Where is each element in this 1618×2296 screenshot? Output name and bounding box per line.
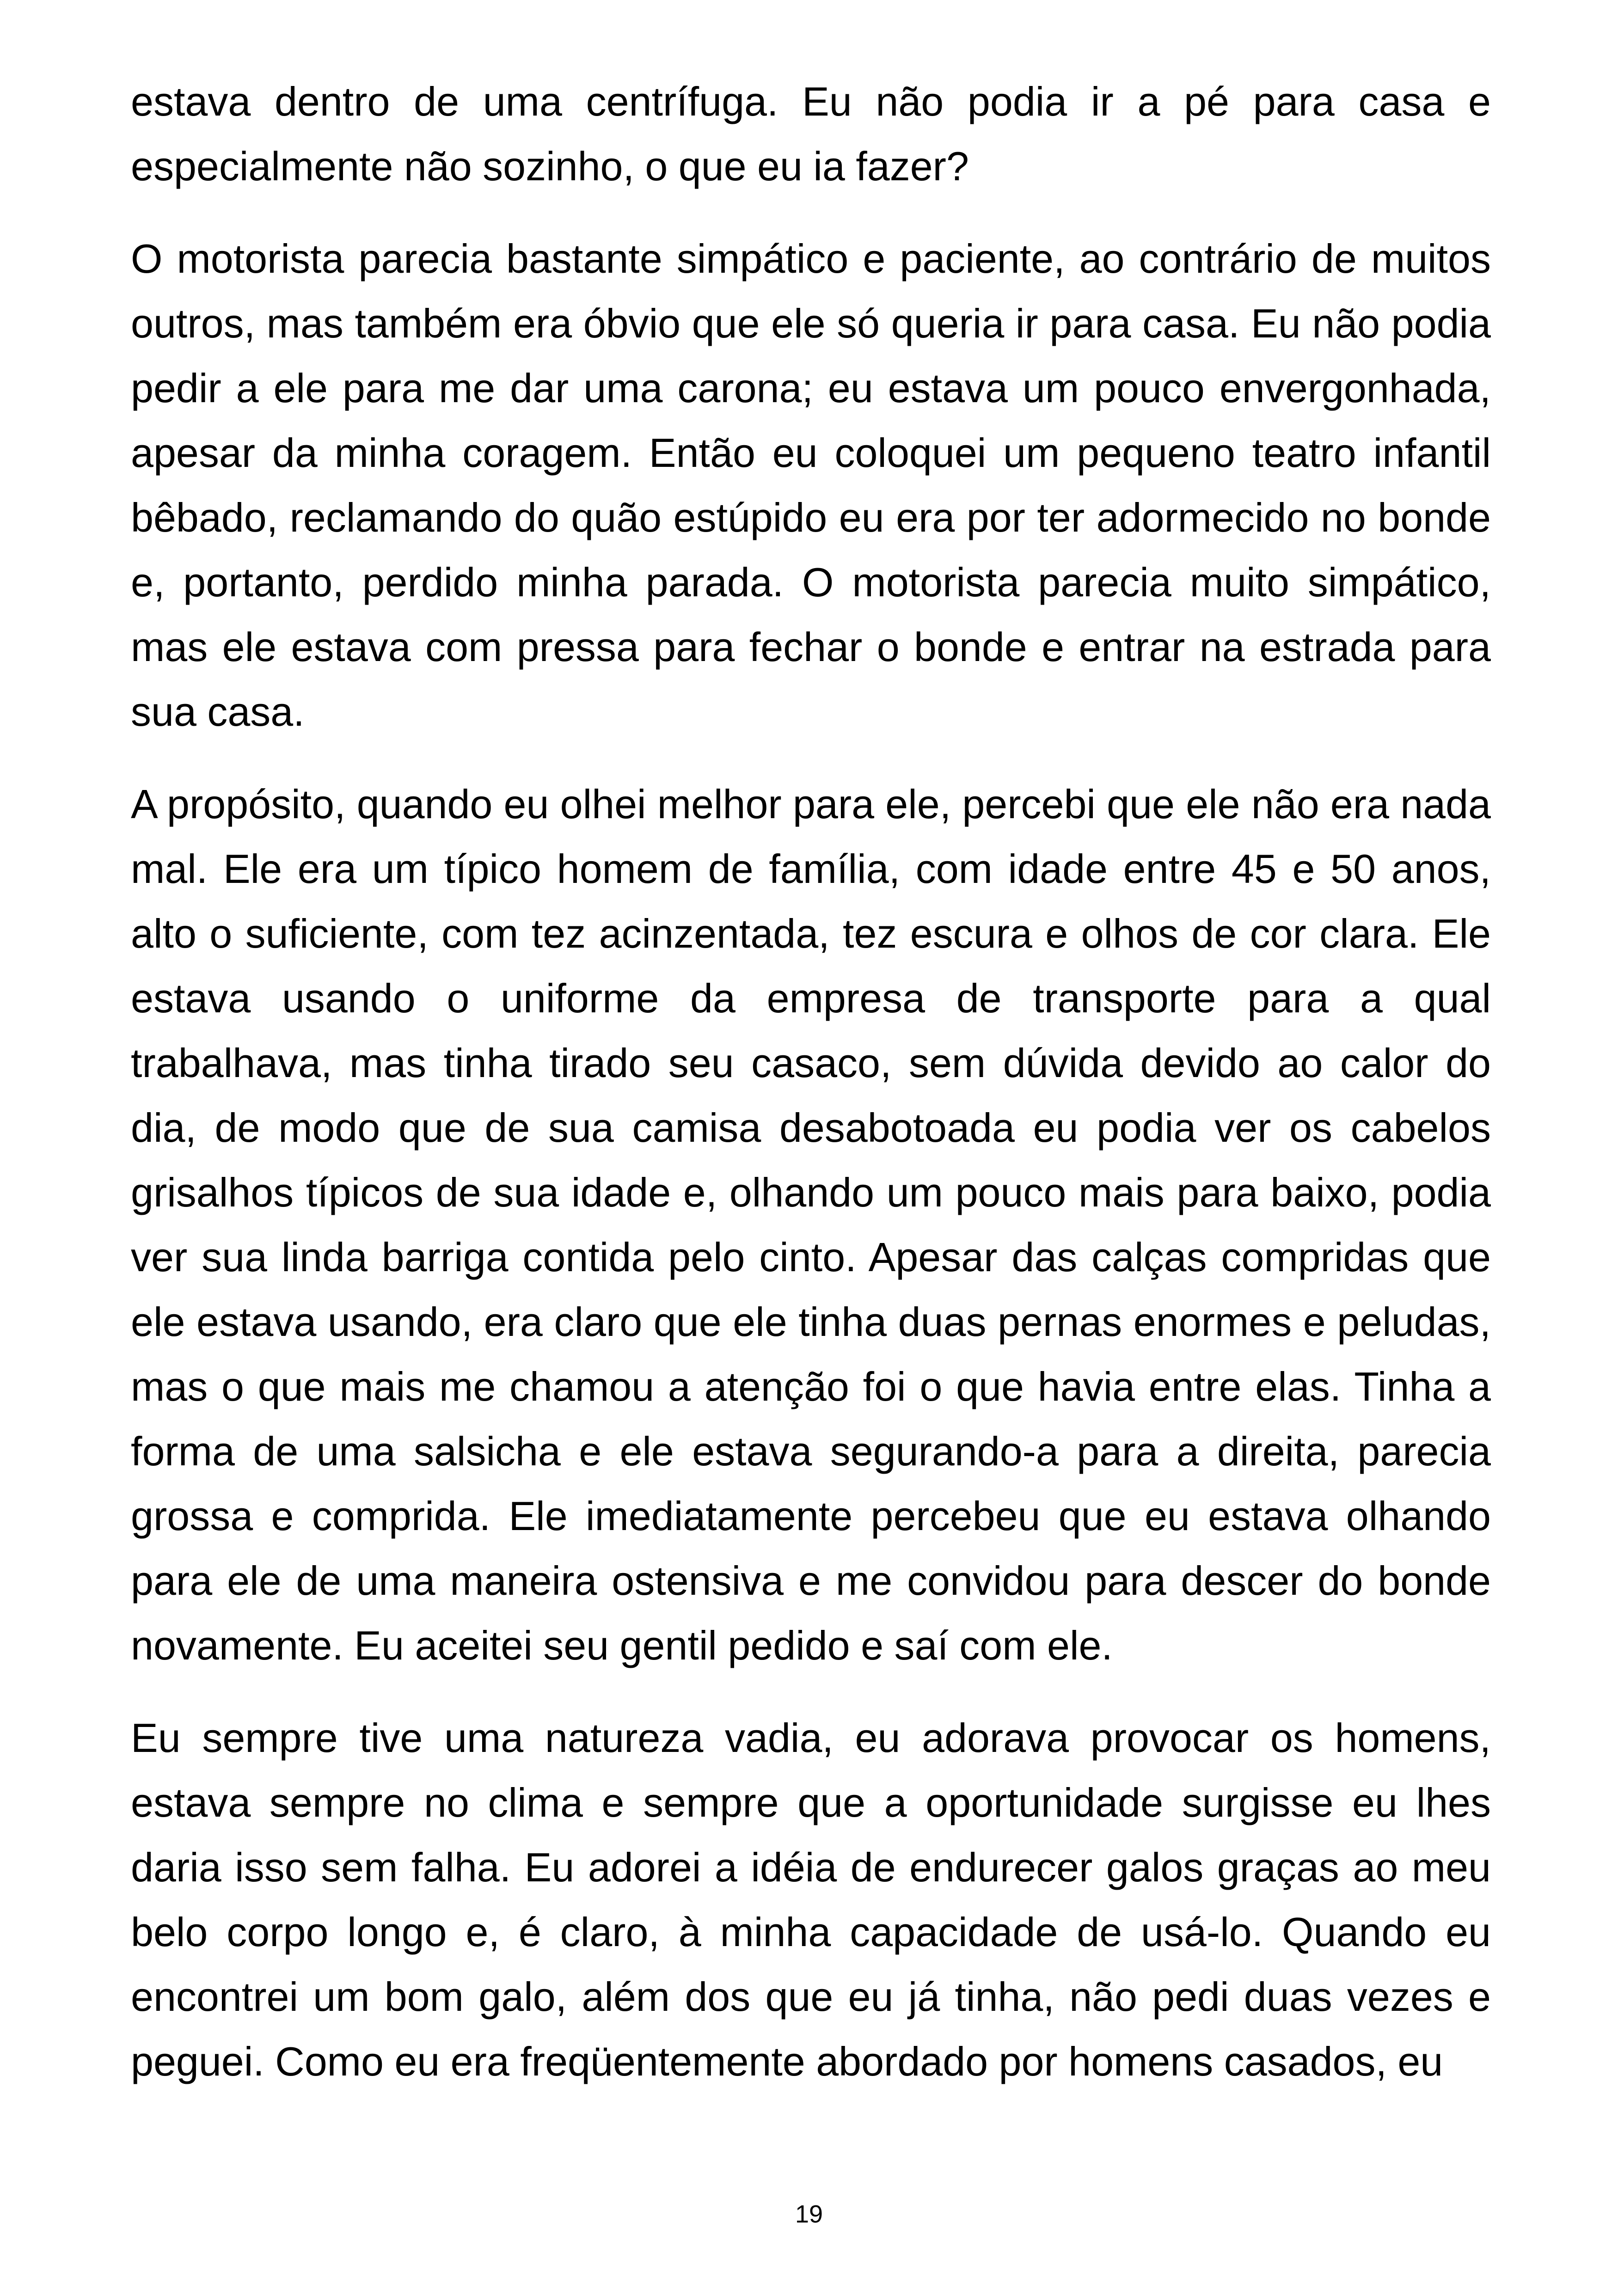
paragraph-4: Eu sempre tive uma natureza vadia, eu adorava provocar os homens, estava sempre no clima e sempre que a oportunidade surgisse eu lhes daria isso sem falha. Eu adorei a idéia de endurecer galos graças ao meu belo corpo longo e, é claro, à minha capacidade de usá-lo. Quando eu encontrei um bom galo, além dos que eu já tinha, não pedi duas vezes e peguei. Como eu era freqüentemente abordado por homens casados, eu [131, 1715, 1491, 2084]
paragraph-3: A propósito, quando eu olhei melhor para ele, percebi que ele não era nada mal. Ele era um típico homem de família, com idade entre 45 e 50 anos, alto o suficiente, com tez acinzentada, tez escura e olhos de cor clara. Ele estava usando o uniforme da empresa de transporte para a qual trabalhava, mas tinha tirado seu casaco, sem dúvida devido ao calor do dia, de modo que de sua camisa desabotoada eu podia ver os cabelos grisalhos típicos de sua idade e, olhando um pouco mais para baixo, podia ver sua linda barriga contida pelo cinto. Apesar das calças compridas que ele estava usando, era claro que ele tinha duas pernas enormes e peludas, mas o que mais me chamou a atenção foi o que havia entre elas. Tinha a forma de uma salsicha e ele estava segurando-a para a direita, parecia grossa e comprida. Ele imediatamente percebeu que eu estava olhando para ele de uma maneira ostensiva e me convidou para descer do bonde novamente. Eu aceitei seu gentil pedido e saí com ele. [131, 781, 1491, 1668]
body-text [131, 69, 1491, 2122]
page-number: 19 [795, 2200, 823, 2228]
paragraph-2: O motorista parecia bastante simpático e paciente, ao contrário de muitos outros, mas também era óbvio que ele só queria ir para casa. Eu não podia pedir a ele para me dar uma carona; eu estava um pouco envergonhada, apesar da minha coragem. Então eu coloquei um pequeno teatro infantil bêbado, reclamando do quão estúpido eu era por ter adormecido no bonde e, portanto, perdido minha parada. O motorista parecia muito simpático, mas ele estava com pressa para fechar o bonde e entrar na estrada para sua casa. [131, 236, 1491, 735]
paragraph-1: estava dentro de uma centrífuga. Eu não podia ir a pé para casa e especialmente não sozinho, o que eu ia fazer? [131, 79, 1491, 189]
